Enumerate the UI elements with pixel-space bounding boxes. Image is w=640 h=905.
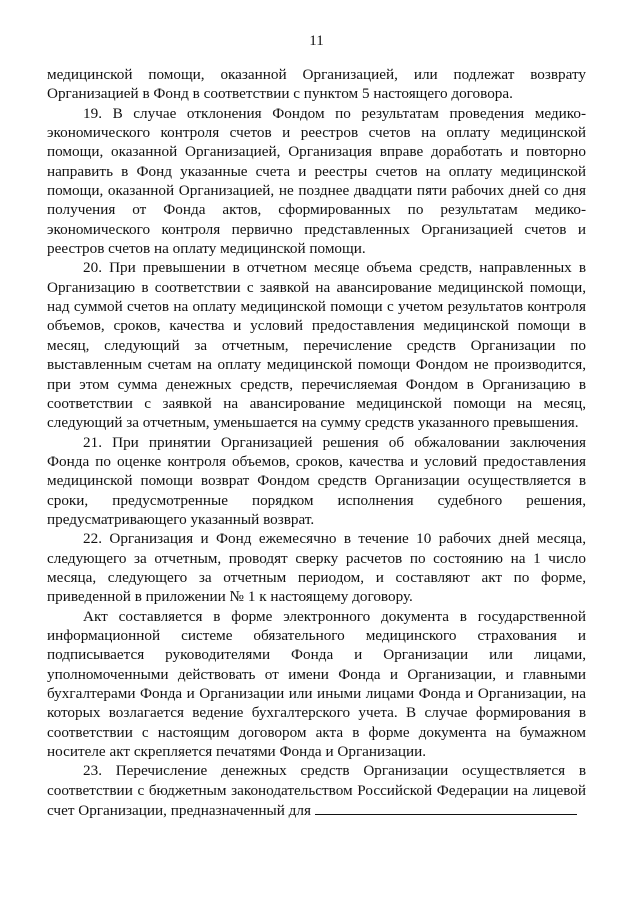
paragraph-22-act: Акт составляется в форме электронного документа в государственной информационной системе обязательного медицинского страхования и подписывается руководителями Фонда и Организации или лицами, уполномоченными действовать от имени Фонда и Организации, и главными бухгалтерами Фонда и Организации или иными лицами Фонда и Организации, на которых возлагается ведение бухгалтерского учета. В случае формирования в соответствии с настоящим договором акта в форме документа на бумажном носителе акт скрепляется печатями Фонда и Организации. [47,607,586,761]
page-number: 11 [309,33,324,49]
paragraph-23 [47,761,586,820]
fill-in-blank-line [315,800,577,815]
paragraph-21: 21. При принятии Организацией решения об обжаловании заключения Фонда по оценке контроля объемов, сроков, качества и условий предоставления медицинской помощи возврат Фондом средств Организации осуществляется в сроки, предусмотренные порядком исполнения судебного решения, предусматривающего указанный возврат. [47,433,586,528]
document-body [47,65,586,820]
paragraph-20: 20. При превышении в отчетном месяце объема средств, направленных в Организацию в соответствии с заявкой на авансирование медицинской помощи, над суммой счетов на оплату медицинской помощи с учетом результатов контроля объемов, сроков, качества и условий предоставления медицинской помощи в месяц, следующий за отчетным, перечисление средств Организации по выставленным счетам на оплату медицинской помощи Фондом не производится, при этом сумма денежных средств, перечисляемая Фондом в Организацию в соответствии с заявкой на авансирование медицинской помощи на месяц, следующий за отчетным, уменьшается на сумму средств указанного превышения. [47,259,586,432]
paragraph-22: 22. Организация и Фонд ежемесячно в течение 10 рабочих дней месяца, следующего за отчетным, проводят сверку расчетов по состоянию на 1 число месяца, следующего за отчетным периодом, и составляют акт по форме, приведенной в приложении № 1 к настоящему договору. [47,530,586,606]
paragraph-18-continuation: медицинской помощи, оказанной Организацией, или подлежат возврату Организацией в Фонд в соответствии с пунктом 5 настоящего договора. [47,66,586,103]
paragraph-23-text: 23. Перечисление денежных средств Организации осуществляется в соответствии с бюджетным законодательством Российской Федерации на лицевой счет Организации, предназначенный для [47,762,586,820]
paragraph-19: 19. В случае отклонения Фондом по результатам проведения медико-экономического контроля счетов и реестров счетов на оплату медицинской помощи, оказанной Организацией, Организация вправе доработать и повторно направить в Фонд указанные счета и реестры счетов на оплату медицинской помощи, оказанной Организацией, не позднее двадцати пяти рабочих дней со дня получения от Фонда актов, сформированных по результатам медико-экономического контроля первично представленных Организацией счетов и реестров счетов на оплату медицинской помощи. [47,104,586,258]
